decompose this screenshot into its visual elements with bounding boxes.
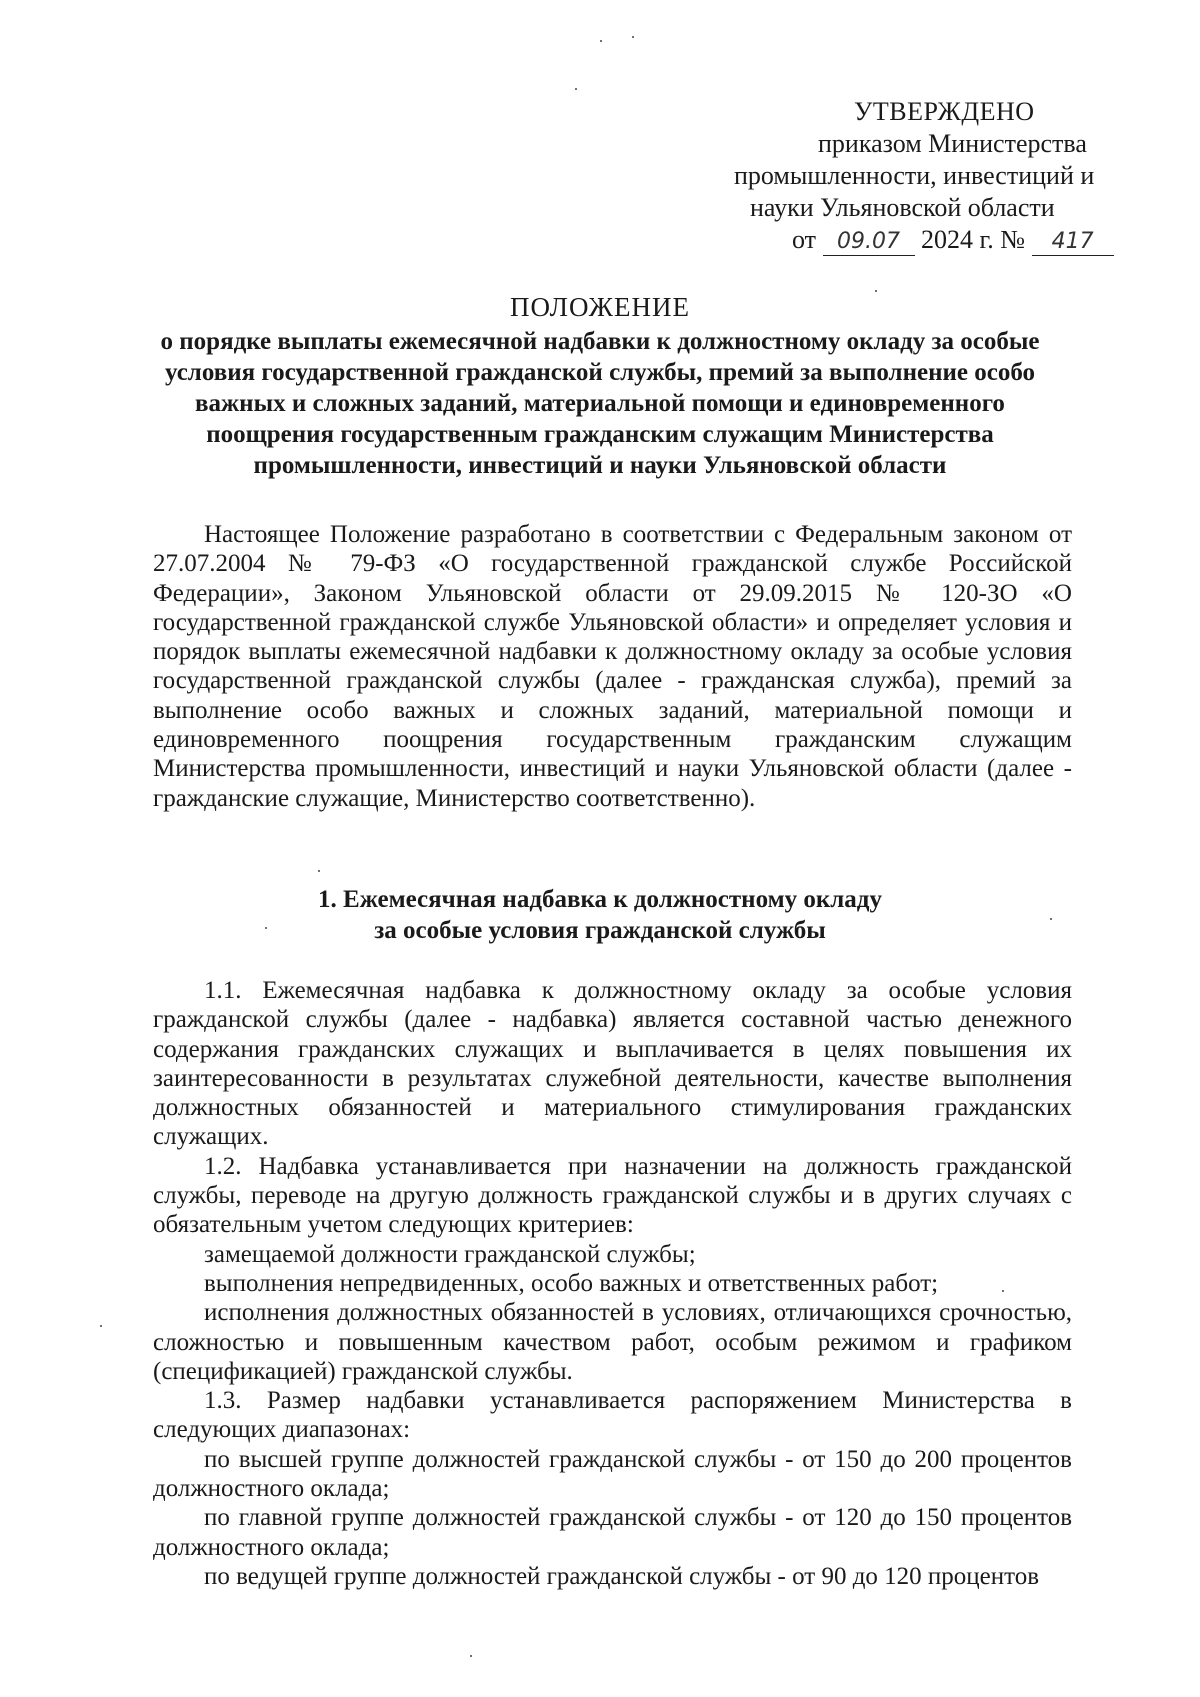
section-1-title-line-1: 1. Ежемесячная надбавка к должностному окладу: [318, 886, 882, 913]
approval-line-2: промышленности, инвестиций и: [734, 161, 1095, 190]
range-item: по ведущей группе должностей гражданской службы - от 90 до 120 процентов: [204, 1562, 1040, 1590]
criteria-item: замещаемой должности гражданской службы;: [204, 1240, 696, 1268]
scan-speck: [318, 870, 320, 872]
handwritten-date: 09.07: [823, 229, 915, 256]
approval-stamp: УТВЕРЖДЕНО: [854, 97, 1035, 126]
title-subtitle-line: поощрения государственным гражданским служащим Министерства: [206, 421, 994, 448]
criteria-item: исполнения должностных обязанностей в условиях, отличающихся срочностью, сложностью и повышенным качеством работ, особым режимом и графиком (спецификацией) гражданской службы.: [153, 1299, 1072, 1385]
scan-speck: [575, 88, 577, 90]
title-subtitle-line: промышленности, инвестиций и науки Ульяновской области: [253, 452, 947, 479]
scan-speck: [265, 927, 267, 929]
title-subtitle-line: о порядке выплаты ежемесячной надбавки к должностному окладу за особые: [160, 328, 1040, 355]
section-1-title-line-2: за особые условия гражданской службы: [374, 917, 826, 944]
intro-paragraph: Настоящее Положение разработано в соответствии с Федеральным законом от 27.07.2004 № 79-ФЗ «О государственной гражданской службе Российской Федерации», Законом Ульяновской области от 29.09.2015 № 120-ЗО «О государственной гражданской службе Ульяновской области» и определяет условия и порядок выплаты ежемесячной надбавки к должностному окладу за особые условия государственной гражданской службы (далее - гражданская служба), премий за выполнение особо важных и сложных заданий, материальной помощи и единовременного поощрения государственным гражданским служащим Министерства промышленности, инвестиций и науки Ульяновской области (далее - гражданские служащие, Министерство соответственно).: [153, 521, 1072, 812]
title-heading: ПОЛОЖЕНИЕ: [510, 292, 690, 322]
scan-speck: [600, 40, 602, 42]
title-subtitle-line: условия государственной гражданской службы, премий за выполнение особо: [164, 359, 1036, 386]
paragraph-1-1: 1.1. Ежемесячная надбавка к должностному окладу за особые условия гражданской службы (далее - надбавка) является составной частью денежного содержания гражданских служащих и выплачивается в целях повышения их заинтересованности в результатах служебной деятельности, качестве выполнения должностных обязанностей и материального стимулирования гражданских служащих.: [153, 977, 1072, 1151]
section-1-body: [153, 976, 1072, 1591]
range-item: по высшей группе должностей гражданской службы - от 150 до 200 процентов должностного оклада;: [153, 1445, 1072, 1503]
approval-block: [700, 96, 1160, 256]
title-subtitle-line: важных и сложных заданий, материальной помощи и единовременного: [195, 390, 1005, 417]
range-item: по главной группе должностей гражданской службы - от 120 до 150 процентов должностного оклада;: [153, 1504, 1072, 1561]
criteria-item: выполнения непредвиденных, особо важных и ответственных работ;: [204, 1269, 939, 1297]
scan-speck: [632, 36, 634, 38]
approval-line-3: науки Ульяновской области: [750, 193, 1055, 222]
scan-speck: [1002, 1290, 1004, 1292]
scan-speck: [100, 1325, 102, 1327]
scan-speck: [875, 290, 877, 292]
paragraph-1-3: 1.3. Размер надбавки устанавливается распоряжением Министерства в следующих диапазонах:: [153, 1387, 1072, 1444]
section-1-title: [120, 884, 1080, 946]
approval-line-1: приказом Министерства: [818, 129, 1087, 158]
approval-from-label: от: [792, 225, 817, 254]
intro-block: [153, 520, 1072, 813]
document-title: [120, 290, 1080, 481]
approval-year-text: 2024 г. №: [921, 225, 1026, 254]
approval-date-line: [700, 224, 1160, 256]
scan-speck: [470, 1655, 472, 1657]
paragraph-1-2: 1.2. Надбавка устанавливается при назначении на должность гражданской службы, переводе на другую должность гражданской службы и в других случаях с обязательным учетом следующих критериев:: [153, 1152, 1072, 1239]
scan-speck: [1050, 918, 1052, 920]
handwritten-number: 417: [1032, 229, 1114, 256]
